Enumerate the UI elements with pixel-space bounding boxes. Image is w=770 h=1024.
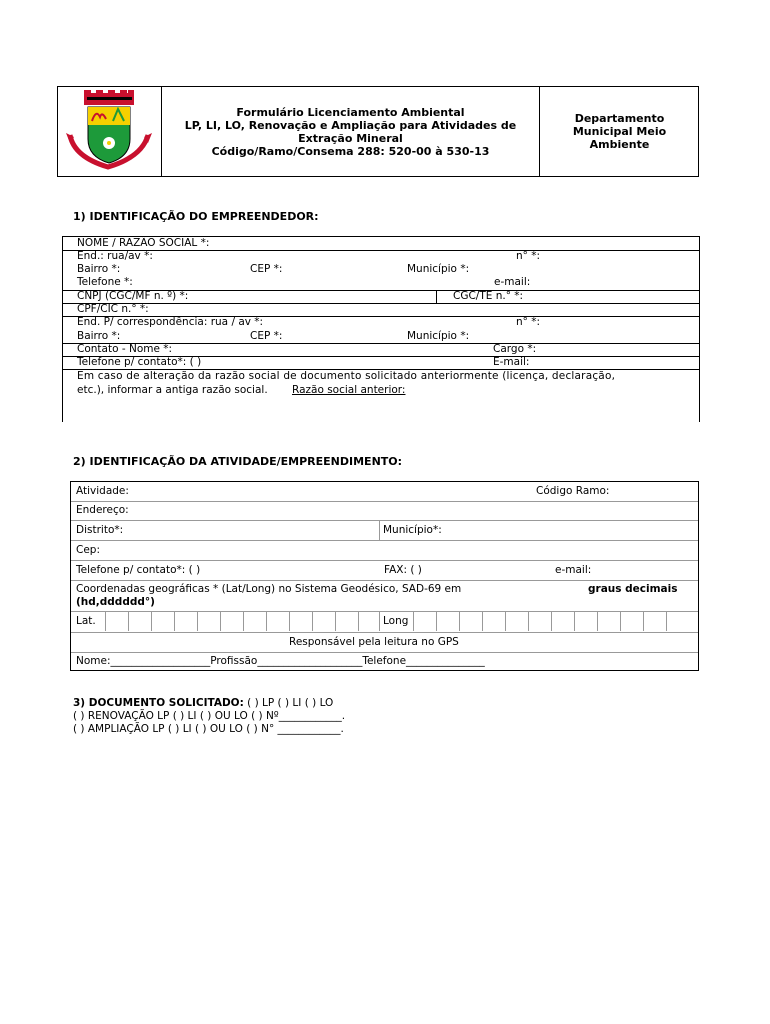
department-line: Ambiente xyxy=(589,138,650,151)
responsavel-gps-label: Responsável pela leitura no GPS xyxy=(289,636,459,648)
section1-title: 1) IDENTIFICAÇÃO DO EMPREENDEDOR: xyxy=(73,210,319,223)
section2-table xyxy=(70,481,699,671)
endereco-field[interactable]: Endereço: xyxy=(76,504,129,516)
lat-digit-cell[interactable] xyxy=(220,612,221,631)
nome-field[interactable]: NOME / RAZÃO SOCIAL *: xyxy=(77,237,210,249)
coordenadas-text: Coordenadas geográficas * (Lat/Long) no Sistema Geodésico, SAD-69 em xyxy=(76,583,462,595)
long-digit-cell[interactable] xyxy=(597,612,598,631)
coordinates-row xyxy=(71,612,698,633)
alteracao-text: etc.), informar a antiga razão social. xyxy=(77,384,268,396)
cnpj-separator xyxy=(436,290,437,303)
cpf-field[interactable]: CPF/CIC n.° *: xyxy=(77,303,149,315)
lat-digit-cell[interactable] xyxy=(243,612,244,631)
lat-digit-cell[interactable] xyxy=(312,612,313,631)
documento-options[interactable]: ( ) LP ( ) LI ( ) LO xyxy=(247,697,334,709)
long-digit-cell[interactable] xyxy=(643,612,644,631)
end-field[interactable]: End.: rua/av *: xyxy=(77,250,153,262)
lat-digit-cell[interactable] xyxy=(174,612,175,631)
numero2-field[interactable]: n° *: xyxy=(516,316,541,328)
alteracao-text: Em caso de alteração da razão social de documento solicitado anteriormente (licença, declaração, xyxy=(77,370,616,382)
form-title-line: Formulário Licenciamento Ambiental xyxy=(236,105,465,119)
lat-digit-cell[interactable] xyxy=(335,612,336,631)
razao-anterior-field[interactable]: Razão social anterior: xyxy=(292,384,406,396)
email-field[interactable]: e-mail: xyxy=(555,564,592,576)
lat-digit-cell[interactable] xyxy=(358,612,359,631)
email2-field[interactable]: E-mail: xyxy=(493,356,530,368)
form-title-line: Código/Ramo/Consema 288: 520-00 à 530-13 xyxy=(211,144,490,158)
cnpj-field[interactable]: CNPJ (CGC/MF n. º) *: xyxy=(77,290,189,302)
section3-title: 3) DOCUMENTO SOLICITADO: xyxy=(73,697,244,709)
graus-decimais-text: graus decimais xyxy=(588,583,678,595)
form-title-line: LP, LI, LO, Renovação e Ampliação para Atividades de xyxy=(184,118,517,132)
end-corresp-field[interactable]: End. P/ correspondência: rua / av *: xyxy=(77,316,264,328)
cep-field[interactable]: Cep: xyxy=(76,544,100,556)
lat-digit-cell[interactable] xyxy=(197,612,198,631)
renovacao-option[interactable]: ( ) RENOVAÇÃO LP ( ) LI ( ) OU LO ( ) Nº____________. xyxy=(73,710,346,722)
distrito-field[interactable]: Distrito*: xyxy=(76,524,124,536)
atividade-field[interactable]: Atividade: xyxy=(76,485,129,497)
cargo-field[interactable]: Cargo *: xyxy=(493,343,537,355)
department-line: Departamento xyxy=(574,112,665,125)
formato-text: (hd,dddddd°) xyxy=(76,596,155,608)
cgcte-field[interactable]: CGC/TE n.° *: xyxy=(453,290,524,302)
lat-digit-cell[interactable] xyxy=(151,612,152,631)
ampliacao-option[interactable]: ( ) AMPLIAÇÃO LP ( ) LI ( ) OU LO ( ) N° ____________. xyxy=(73,723,344,735)
municipio-field[interactable]: Município*: xyxy=(383,524,442,536)
cep-field[interactable]: CEP *: xyxy=(250,263,283,275)
section2-title: 2) IDENTIFICAÇÃO DA ATIVIDADE/EMPREENDIMENTO: xyxy=(73,455,403,468)
telefone-contato-field[interactable]: Telefone p/ contato*: ( ) xyxy=(77,356,202,368)
telefone-field[interactable]: Telefone p/ contato*: ( ) xyxy=(76,564,201,576)
form-title xyxy=(162,87,539,176)
lat-digit-cell[interactable] xyxy=(128,612,129,631)
cell-divider xyxy=(379,521,380,540)
header-table xyxy=(57,86,699,177)
cep2-field[interactable]: CEP *: xyxy=(250,330,283,342)
municipal-coat-of-arms-icon xyxy=(58,87,161,176)
form-title-line: Extração Mineral xyxy=(298,131,403,145)
logo-cell xyxy=(58,87,162,176)
municipio2-field[interactable]: Município *: xyxy=(407,330,470,342)
lat-digit-cell[interactable] xyxy=(289,612,290,631)
long-digit-cell[interactable] xyxy=(528,612,529,631)
department-name xyxy=(539,87,699,176)
fax-field[interactable]: FAX: ( ) xyxy=(384,564,422,576)
lat-digit-cell[interactable] xyxy=(266,612,267,631)
long-digit-cell[interactable] xyxy=(436,612,437,631)
email-field[interactable]: e-mail: xyxy=(494,276,531,288)
municipio-field[interactable]: Município *: xyxy=(407,263,470,275)
long-digit-cell[interactable] xyxy=(459,612,460,631)
telefone-field[interactable]: Telefone *: xyxy=(77,276,133,288)
codigo-ramo-field[interactable]: Código Ramo: xyxy=(536,485,610,497)
long-digit-cell[interactable] xyxy=(505,612,506,631)
long-digit-cell[interactable] xyxy=(574,612,575,631)
numero-field[interactable]: n° *: xyxy=(516,250,541,262)
bairro-field[interactable]: Bairro *: xyxy=(77,263,121,275)
long-digit-cell[interactable] xyxy=(413,612,414,631)
contato-field[interactable]: Contato - Nome *: xyxy=(77,343,173,355)
long-digit-cell[interactable] xyxy=(666,612,667,631)
department-line: Municipal Meio xyxy=(572,125,667,138)
long-digit-cell[interactable] xyxy=(620,612,621,631)
long-digit-cell[interactable] xyxy=(482,612,483,631)
long-label: Long xyxy=(383,615,409,627)
section3 xyxy=(73,697,345,736)
section1-form xyxy=(62,236,700,422)
lat-label: Lat. xyxy=(76,615,96,627)
responsavel-nome-field[interactable]: Nome:___________________Profissão____________________Telefone_______________ xyxy=(76,655,485,667)
long-digit-cell[interactable] xyxy=(551,612,552,631)
bairro2-field[interactable]: Bairro *: xyxy=(77,330,121,342)
lat-digit-cell[interactable] xyxy=(105,612,106,631)
long-divider xyxy=(379,612,380,631)
